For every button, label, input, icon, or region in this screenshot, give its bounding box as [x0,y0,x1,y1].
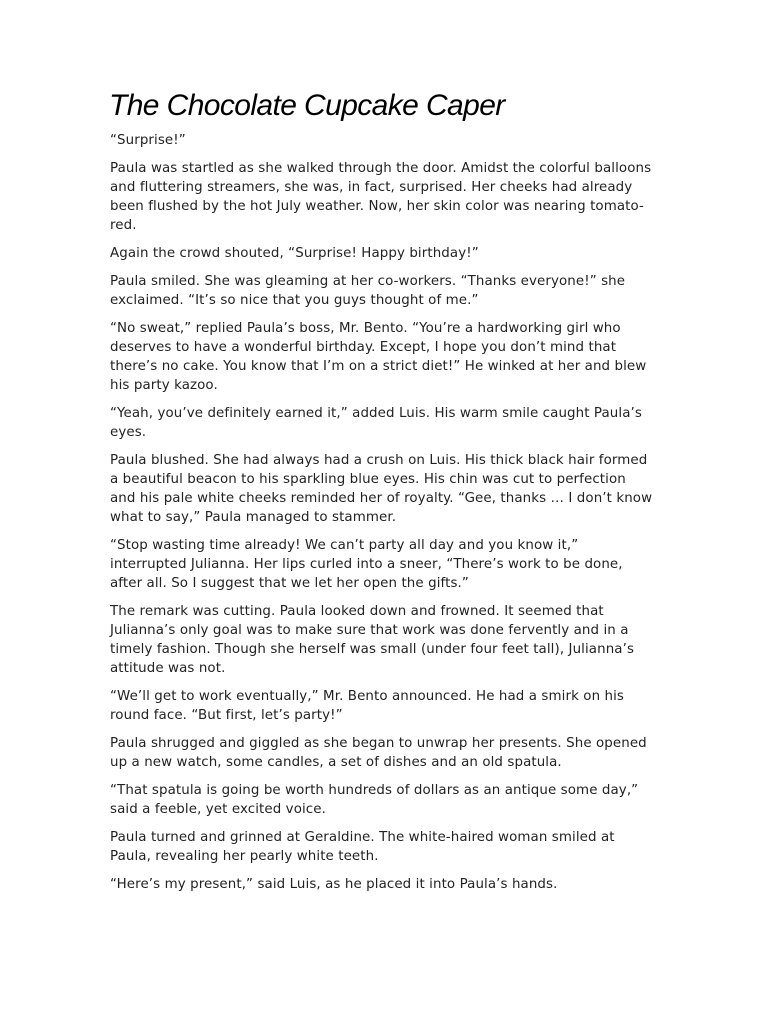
paragraph: Paula turned and grinned at Geraldine. The white-haired woman smiled at Paula, revealing her pearly white teeth. [110,830,615,864]
paragraph: Again the crowd shouted, “Surprise! Happy birthday!” [110,246,479,261]
paragraph: “No sweat,” replied Paula’s boss, Mr. Bento. “You’re a hardworking girl who deserves to have a wonderful birthday. Except, I hope you don’t mind that there’s no cake. You know that I’m on a strict diet!” He winked at her and blew his party kazoo. [110,321,647,393]
paragraph: “Here’s my present,” said Luis, as he placed it into Paula’s hands. [110,877,558,892]
paragraph: Paula blushed. She had always had a crush on Luis. His thick black hair formed a beautiful beacon to his sparkling blue eyes. His chin was cut to perfection and his pale white cheeks reminded her of royalty. “Gee, thanks … I don’t know what to say,” Paula managed to stammer. [110,453,653,525]
paragraph: “Stop wasting time already! We can’t party all day and you know it,” interrupted Julianna. Her lips curled into a sneer, “There’s work to be done, after all. So I suggest that we let her open the gifts.” [110,538,623,591]
document-body [110,131,655,903]
paragraph: “Yeah, you’ve definitely earned it,” added Luis. His warm smile caught Paula’s eyes. [110,406,642,440]
paragraph: Paula shrugged and giggled as she began to unwrap her presents. She opened up a new watch, some candles, a set of dishes and an old spatula. [110,736,647,770]
paragraph: “We’ll get to work eventually,” Mr. Bento announced. He had a smirk on his round face. “But first, let’s party!” [110,689,624,723]
paragraph: The remark was cutting. Paula looked down and frowned. It seemed that Julianna’s only goal was to make sure that work was done fervently and in a timely fashion. Though she herself was small (under four feet tall), Julianna’s attitude was not. [110,604,635,676]
paragraph: “That spatula is going be worth hundreds of dollars as an antique some day,” said a feeble, yet excited voice. [110,783,639,817]
document-title: The Chocolate Cupcake Caper [109,89,505,122]
paragraph: Paula was startled as she walked through the door. Amidst the colorful balloons and fluttering streamers, she was, in fact, surprised. Her cheeks had already been flushed by the hot July weather. Now, her skin color was nearing tomato-red. [110,161,652,233]
paragraph: Paula smiled. She was gleaming at her co-workers. “Thanks everyone!” she exclaimed. “It’s so nice that you guys thought of me.” [110,274,626,308]
paragraph: “Surprise!” [110,133,186,148]
